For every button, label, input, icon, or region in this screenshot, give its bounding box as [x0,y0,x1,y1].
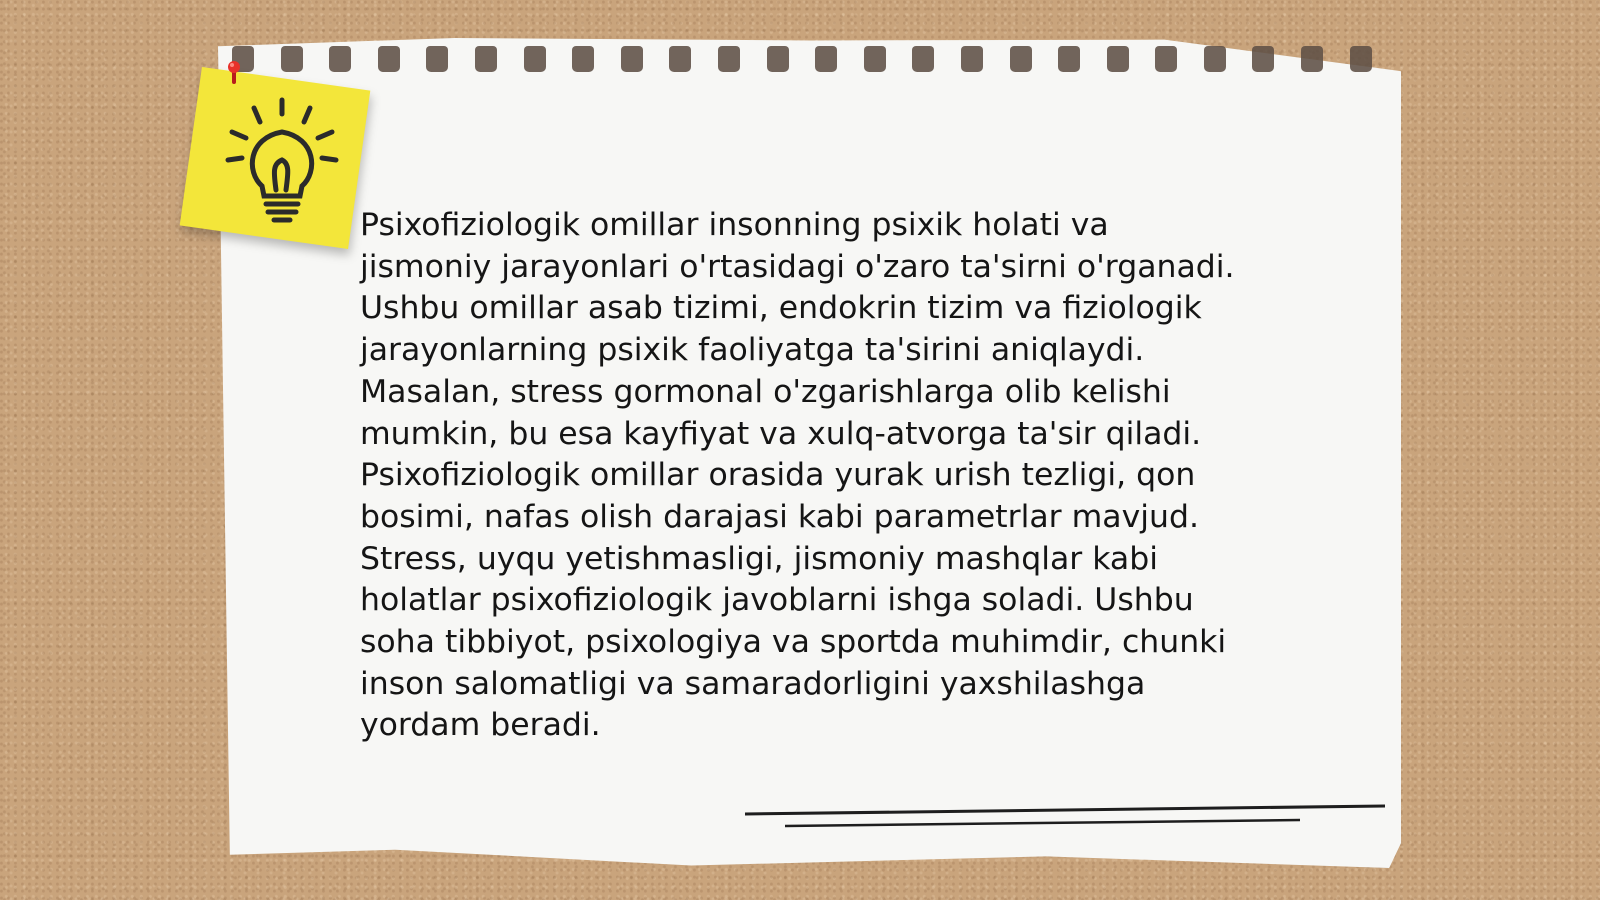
perforation-hole [1350,46,1372,72]
perforation-hole [767,46,789,72]
perforation-hole [1204,46,1226,72]
lightbulb-icon [222,94,342,224]
perforation-hole [426,46,448,72]
perforation-hole [912,46,934,72]
perforation-hole [329,46,351,72]
perforation-hole [864,46,886,72]
perforation-hole [1252,46,1274,72]
perforation-hole [718,46,740,72]
body-text: Psixofiziologik omillar insonning psixik holati va jismoniy jarayonlari o'rtasidagi o'zaro ta'sirni o'rganadi. Ushbu omillar asab tizimi, endokrin tizim va fiziologik jarayonlarning psixik faoliyatga ta'sirini aniqlaydi. Masalan, stress gormonal o'zgarishlarga olib kelishi mumkin, bu esa kayfiyat va xulq-atvorga ta'sir qiladi. Psixofiziologik omillar orasida yurak urish tezligi, qon bosimi, nafas olish darajasi kabi parametrlar mavjud. Stress, uyqu yetishmasligi, jismoniy mashqlar kabi holatlar psixofiziologik javoblarni ishga soladi. Ushbu soha tibbiyot, psixologiya va sportda muhimdir, chunki inson salomatligi va samaradorligini yaxshilashga yordam beradi. [360,207,1235,744]
perforation-hole [1010,46,1032,72]
perforation-hole [378,46,400,72]
perforation-hole [1058,46,1080,72]
perforation-hole [1301,46,1323,72]
perforation-hole [815,46,837,72]
perforation-hole [281,46,303,72]
perforation-hole [1107,46,1129,72]
perforation-hole [475,46,497,72]
push-pin-icon [226,60,242,86]
underline-decoration [740,790,1390,830]
perforation-hole [961,46,983,72]
perforation-hole [572,46,594,72]
perforation-hole [669,46,691,72]
paper-perforation [232,46,1372,76]
perforation-hole [621,46,643,72]
perforation-hole [1155,46,1177,72]
perforation-hole [524,46,546,72]
